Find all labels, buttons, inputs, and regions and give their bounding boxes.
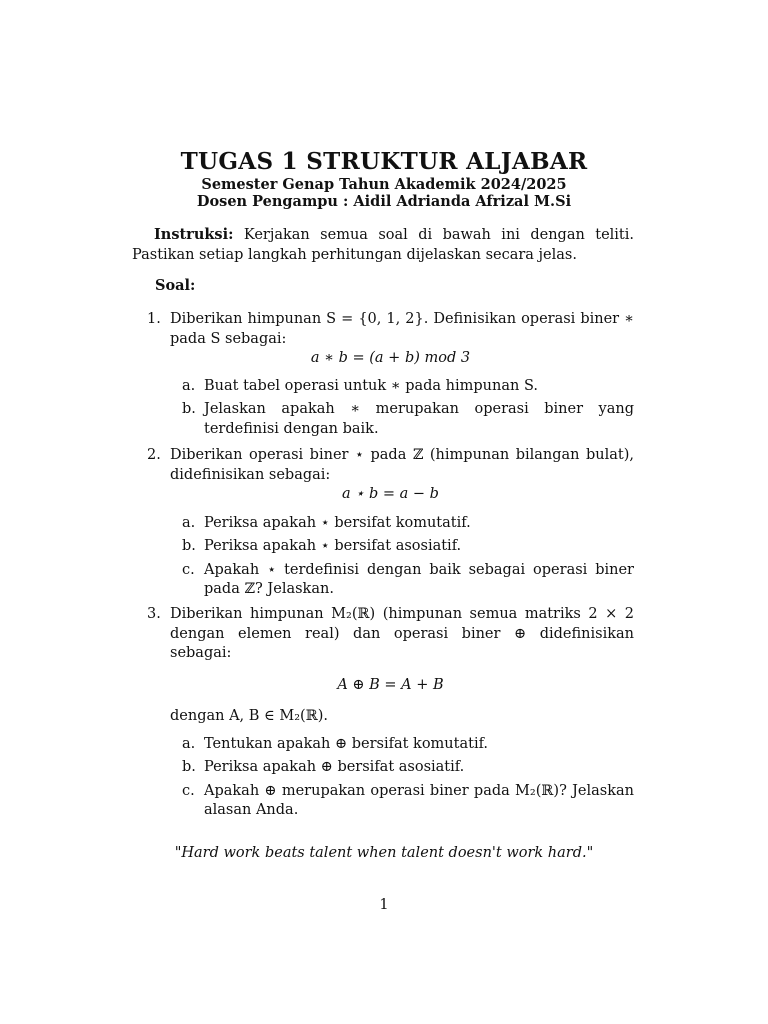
question-number: 3. xyxy=(147,606,161,622)
semester-line: Semester Genap Tahun Akademik 2024/2025 xyxy=(201,176,567,193)
part-letter: b. xyxy=(182,759,196,775)
question-2 xyxy=(147,446,634,600)
question-part xyxy=(182,782,634,821)
question-parts xyxy=(182,735,634,821)
part-text: Periksa apakah ⋆ bersifat komutatif. xyxy=(204,514,471,531)
question-intro: Diberikan operasi biner ⋆ pada ℤ (himpunan bilangan bulat), didefinisikan sebagai: xyxy=(170,447,634,483)
question-intro: Diberikan himpunan M₂(ℝ) (himpunan semua matriks 2 × 2 dengan elemen real) dan operasi biner ⊕ didefinisikan sebagai: xyxy=(170,606,634,661)
part-letter: b. xyxy=(182,401,196,417)
question-3 xyxy=(147,605,634,821)
question-parts xyxy=(182,514,634,600)
question-equation: A ⊕ B = A + B xyxy=(337,676,444,693)
question-equation: a ⋆ b = a − b xyxy=(342,486,439,502)
question-number: 1. xyxy=(147,311,161,327)
page-number: 1 xyxy=(379,897,389,913)
part-letter: a. xyxy=(182,735,196,752)
question-after: dengan A, B ∈ M₂(ℝ). xyxy=(170,708,329,724)
part-text: Apakah ⋆ terdefinisi dengan baik sebagai operasi biner pada ℤ? Jelaskan. xyxy=(204,561,634,597)
motivational-quote: "Hard work beats talent when talent doesn't work hard." xyxy=(174,845,594,861)
part-text: Jelaskan apakah ∗ merupakan operasi biner yang terdefinisi dengan baik. xyxy=(204,401,634,437)
question-parts xyxy=(182,377,634,440)
question-part xyxy=(182,400,634,439)
question-part xyxy=(182,758,634,778)
question-part xyxy=(182,514,634,534)
question-part xyxy=(182,377,634,397)
part-letter: a. xyxy=(182,377,196,394)
instructions-text: Kerjakan semua soal di bawah ini dengan teliti. Pastikan setiap langkah perhitungan dijelaskan secara jelas. xyxy=(132,227,634,263)
part-text: Periksa apakah ⊕ bersifat asosiatif. xyxy=(204,759,465,775)
lecturer-line: Dosen Pengampu : Aidil Adrianda Afrizal M.Si xyxy=(196,193,572,210)
question-equation: a ∗ b = (a + b) mod 3 xyxy=(310,350,471,366)
part-letter: c. xyxy=(182,782,195,799)
instructions-paragraph xyxy=(132,225,634,265)
part-letter: c. xyxy=(182,561,195,578)
soal-heading: Soal: xyxy=(155,277,196,294)
question-part xyxy=(182,735,634,755)
part-text: Buat tabel operasi untuk ∗ pada himpunan S. xyxy=(204,377,538,394)
part-letter: a. xyxy=(182,514,196,531)
part-letter: b. xyxy=(182,538,196,554)
question-number: 2. xyxy=(147,447,161,463)
question-part xyxy=(182,561,634,600)
question-intro: Diberikan himpunan S = {0, 1, 2}. Definisikan operasi biner ∗ pada S sebagai: xyxy=(170,311,634,347)
part-text: Apakah ⊕ merupakan operasi biner pada M₂(ℝ)? Jelaskan alasan Anda. xyxy=(204,782,634,818)
question-1 xyxy=(147,310,634,439)
instructions-label: Instruksi: xyxy=(154,226,234,243)
part-text: Tentukan apakah ⊕ bersifat komutatif. xyxy=(204,735,489,752)
question-part xyxy=(182,537,634,557)
part-text: Periksa apakah ⋆ bersifat asosiatif. xyxy=(204,538,462,554)
document-title: TUGAS 1 STRUKTUR ALJABAR xyxy=(180,148,588,175)
